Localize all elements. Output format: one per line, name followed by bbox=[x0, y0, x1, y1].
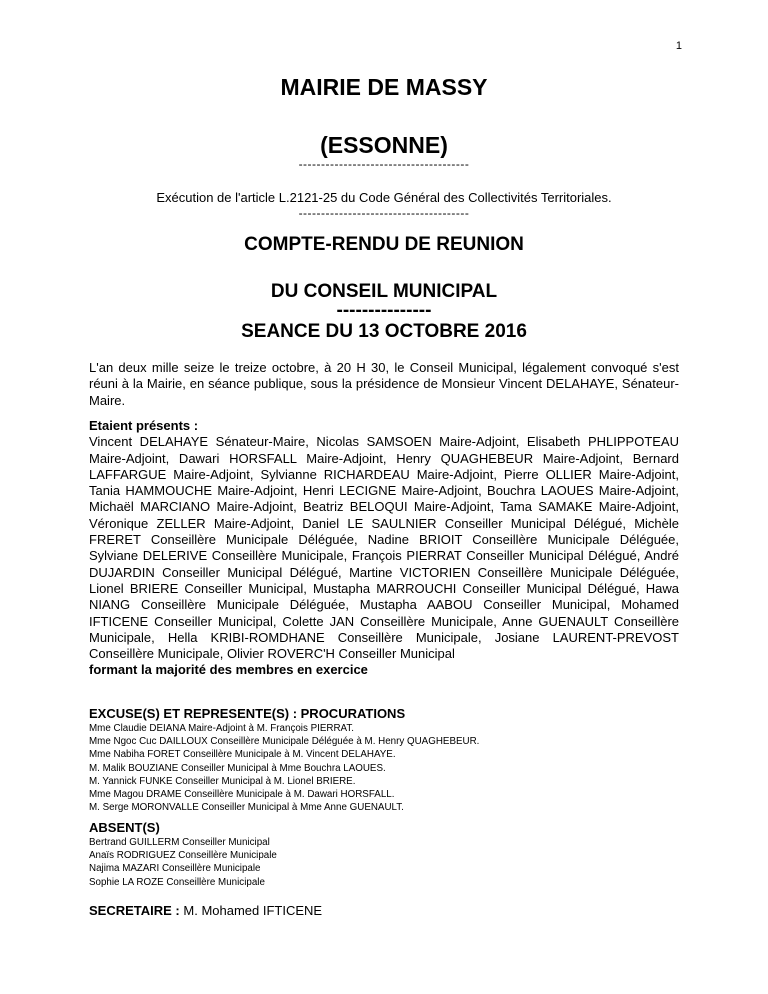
procuration-item: M. Yannick FUNKE Conseiller Municipal à M. Lionel BRIERE. bbox=[89, 775, 356, 787]
compte-rendu-title: COMPTE-RENDU DE REUNION bbox=[244, 234, 524, 255]
presents-heading: Etaient présents : bbox=[89, 418, 199, 433]
intro-paragraph: L'an deux mille seize le treize octobre, à 20 H 30, le Conseil Municipal, légalement convoqué s'est réuni à la Mairie, en séance publique, sous la présidence de Monsieur Vincent DELAHAYE, Sénateur-Maire. bbox=[89, 360, 679, 408]
absents-list bbox=[89, 836, 679, 889]
secretaire-name: M. Mohamed IFTICENE bbox=[183, 903, 323, 918]
separator-bottom: -------------------------------------- bbox=[298, 206, 470, 220]
secretaire-label: SECRETAIRE : bbox=[89, 903, 180, 918]
title-dashes: --------------- bbox=[336, 300, 432, 321]
procurations-heading: EXCUSE(S) ET REPRESENTE(S) : PROCURATIONS bbox=[89, 706, 406, 721]
procuration-item: Mme Nabiha FORET Conseillère Municipale à M. Vincent DELAHAYE. bbox=[89, 749, 396, 761]
mairie-title: MAIRIE DE MASSY bbox=[280, 74, 488, 100]
procuration-item: Mme Ngoc Cuc DAILLOUX Conseillère Municipale Déléguée à M. Henry QUAGHEBEUR. bbox=[89, 736, 480, 748]
page-number: 1 bbox=[675, 40, 682, 52]
presents-section bbox=[89, 418, 679, 679]
absent-item: Bertrand GUILLERM Conseiller Municipal bbox=[89, 837, 270, 848]
procuration-item: Mme Magou DRAME Conseillère Municipale à M. Dawari HORSFALL. bbox=[89, 789, 395, 801]
absent-item: Sophie LA ROZE Conseillère Municipale bbox=[89, 876, 265, 888]
majority-text: formant la majorité des membres en exercice bbox=[89, 662, 368, 678]
procurations-list bbox=[89, 722, 679, 814]
procuration-item: M. Serge MORONVALLE Conseiller Municipal à Mme Anne GUENAULT. bbox=[89, 802, 404, 814]
presents-list: Vincent DELAHAYE Sénateur-Maire, Nicolas SAMSOEN Maire-Adjoint, Elisabeth PHLIPPOTEAU Maire-Adjoint, Dawari HORSFALL Maire-Adjoint, Henry QUAGHEBEUR Maire-Adjoint, Bernard LAFFARGUE Maire-Adjoint, Sylvianne RICHARDEAU Maire-Adjoint, Pierre OLLIER Maire-Adjoint, Tania HAMMOUCHE Maire-Adjoint, Henri LECIGNE Maire-Adjoint, Bouchra LAOUES Maire-Adjoint, Michaël MARCIANO Maire-Adjoint, Beatriz BELOQUI Maire-Adjoint, Tama SAMAKE Maire-Adjoint, Véronique ZELLER Maire-Adjoint, Daniel LE SAULNIER Conseiller Municipal Délégué, Michèle FRERET Conseillère Municipale Déléguée, Nadine BRIOIT Conseillère Municipale Déléguée, Sylviane DELERIVE Conseillère Municipale, François PIERRAT Conseiller Municipal Délégué, André DUJARDIN Conseiller Municipal Délégué, Martine VICTORIEN Conseillère Municipale Déléguée, Lionel BRIERE Conseiller Municipal, Mustapha MARROUCHI Conseiller Municipal Délégué, Hawa NIANG Conseillère Municipale Déléguée, Mustapha AABOU Conseiller Municipal, Mohamed IFTICENE Conseiller Municipal, Colette JAN Conseillère Municipale, Anne GUENAULT Conseillère Municipale, Hella KRIBI-ROMDHANE Conseillère Municipale, Josiane LAURENT-PREVOST Conseillère Municipale, Olivier ROVERC'H Conseiller Municipal bbox=[89, 434, 679, 662]
absent-item: Anaïs RODRIGUEZ Conseillère Municipale bbox=[89, 850, 277, 862]
execution-text: Exécution de l'article L.2121-25 du Code Général des Collectivités Territoriales. bbox=[156, 190, 612, 205]
separator-top: -------------------------------------- bbox=[298, 157, 470, 171]
department-title: (ESSONNE) bbox=[320, 132, 448, 158]
absent-item: Najima MAZARI Conseillère Municipale bbox=[89, 863, 261, 875]
conseil-title: DU CONSEIL MUNICIPAL bbox=[270, 281, 498, 302]
procuration-item: M. Malik BOUZIANE Conseiller Municipal à Mme Bouchra LAOUES. bbox=[89, 762, 386, 774]
secretaire-line bbox=[89, 903, 322, 918]
seance-title: SEANCE DU 13 OCTOBRE 2016 bbox=[241, 321, 527, 342]
absents-heading: ABSENT(S) bbox=[89, 820, 160, 835]
procuration-item: Mme Claudie DEIANA Maire-Adjoint à M. François PIERRAT. bbox=[89, 723, 354, 734]
